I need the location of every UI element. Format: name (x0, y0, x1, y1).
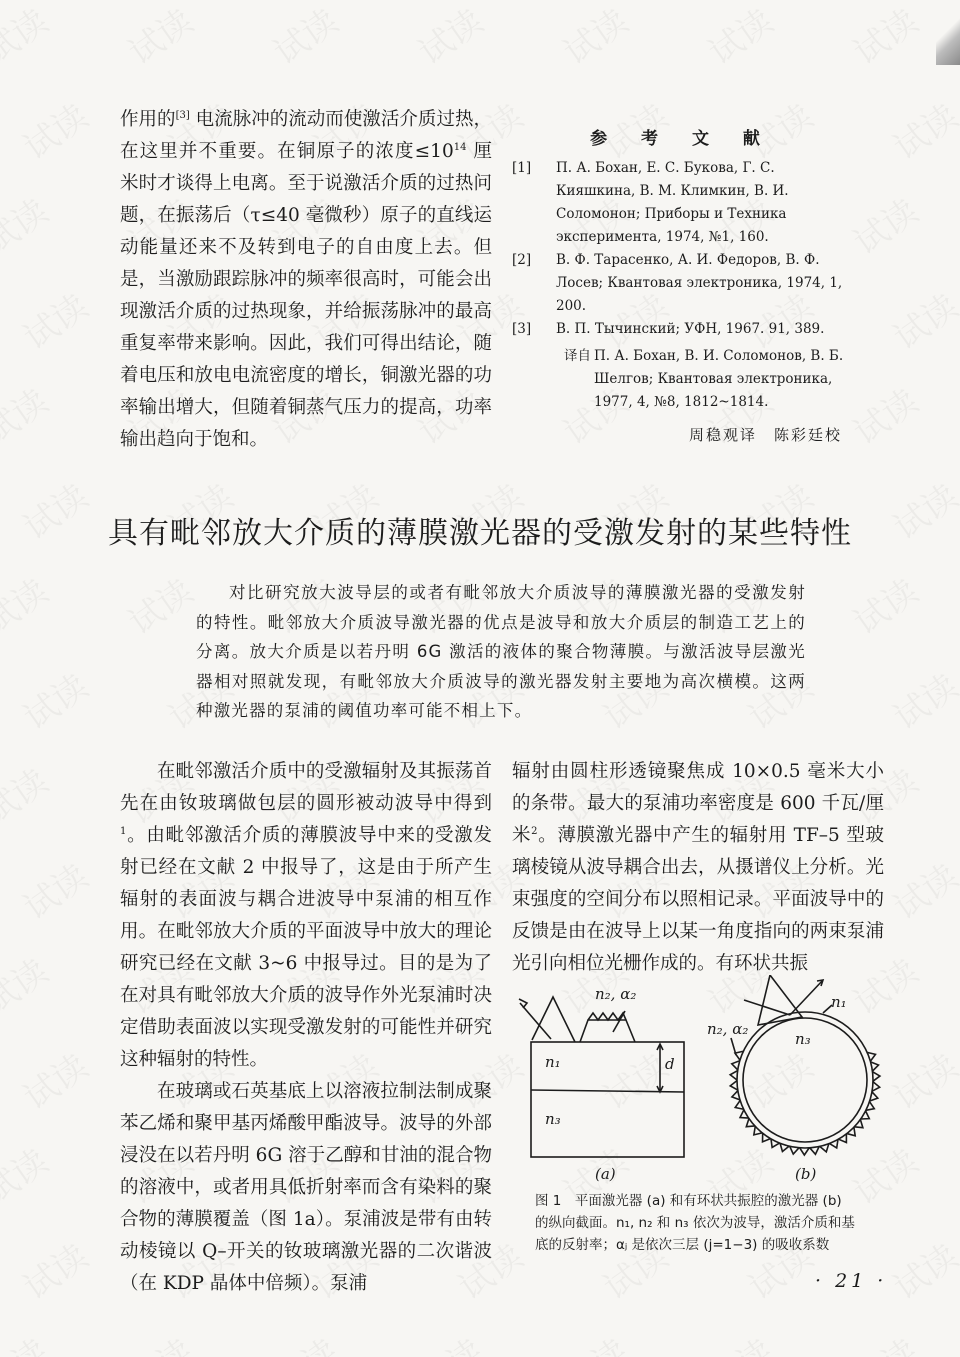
reference-text: В. П. Тычинский; УФН, 1967. 91, 389. (556, 321, 825, 337)
page-number: · 21 · (815, 1270, 888, 1292)
watermark-text (0, 375, 56, 454)
figure-caption (535, 1190, 880, 1256)
watermark-text (552, 0, 636, 74)
translator-credits: 周稳观译 陈彩廷校 (688, 426, 842, 444)
beam-out (744, 1000, 790, 1015)
text-run: 厘米时才谈得上电离。至于说激活介质的过热问题，在振荡后（τ≤40 毫微秒）原子的直线运动能量还来不及转到电子的自由度上去。但是，当激励跟踪脉冲的频率很高时，可能会出现激活介质的过热现象，并给振荡脉冲的最高重复率带来影响。因此，我们可得出结论，随着电压和放电电流密度的增长，铜激光器的功率输出增大，但随着铜蒸气压力的提高，功率输出趋向于饱和。 (120, 141, 492, 450)
watermark-text (842, 185, 926, 264)
article-title: 具有毗邻放大介质的薄膜激光器的受激发射的某些特性 (108, 516, 852, 551)
watermark-text (0, 755, 56, 834)
watermark-text (552, 1325, 636, 1357)
citation-sup: [3] (175, 109, 190, 121)
body-paragraph: 在玻璃或石英基底上以溶液拉制法制成聚苯乙烯和聚甲基丙烯酸甲酯波导。波导的外部浸没在以若丹明 6G 溶于乙醇和甘油的混合物的溶液中，或者用具低折射率而含有染料的聚合物的薄膜覆盖（图 1a）。泵浦波是带有由转动棱镜以 Q–开关的钕玻璃激光器的二次谐波（在 KDP 晶体中倍频）。泵浦 (120, 1081, 492, 1294)
watermark-text (12, 660, 96, 739)
previous-article-conclusion (120, 104, 492, 456)
watermark-text (0, 185, 56, 264)
text-run: 。薄膜激光器中产生的辐射用 TF–5 型玻璃棱镜从波导耦合出去，从摄谱仪上分析。光束强度的空间分布以照相记录。平面波导中的反馈是由在波导上以某一角度指向的两束泵浦光引向相位光栅作成的。有环状共振 (512, 825, 884, 974)
watermark-text (0, 1325, 56, 1357)
symbol-n2-alpha2-a: n₂, α₂ (595, 985, 637, 1003)
translated-from (564, 345, 852, 414)
reference-number: [1] (512, 160, 532, 176)
symbol-n1-b: n₁ (831, 993, 847, 1011)
symbol-n2-alpha2-b: n₂, α₂ (707, 1020, 749, 1038)
panel-a-label: (a) (595, 1165, 616, 1183)
ring-grating-teeth (730, 1051, 880, 1155)
reference-item (512, 157, 852, 249)
reference-text: П. А. Бохан, Е. С. Букова, Г. С. Кияшкина, В. М. Климкин, В. И. Соломонон; Приборы и Техника эксперимента, 1974, №1, 160. (556, 160, 789, 245)
watermark-text (882, 1230, 960, 1309)
coupling-prism (532, 997, 575, 1042)
translated-from-label: 译自 (564, 348, 591, 364)
text-run: 在毗邻激活介质中的受激辐射及其振荡首先在由钕玻璃做包层的圆形被动波导中得到 (120, 761, 492, 814)
symbol-n3-b: n₃ (795, 1030, 811, 1048)
watermark-text (12, 850, 96, 929)
watermark-text (262, 0, 346, 74)
watermark-text (117, 1325, 201, 1357)
watermark-text (882, 90, 960, 169)
abstract (196, 578, 806, 726)
watermark-text (882, 280, 960, 359)
watermark-text (12, 90, 96, 169)
beam-in (790, 980, 823, 1015)
translated-from-source: П. А. Бохан, В. И. Соломонов, В. Б. Шелгов; Квантовая электроника, 1977, 4, №8, 1812~1814. (594, 348, 844, 410)
exponent-sup: 14 (453, 141, 467, 153)
text-run: 辐射由圆柱形透镜聚焦成 10×0.5 毫米大小的条带。最大的泵浦功率密度是 600 千瓦/厘米 (512, 761, 884, 846)
reference-item (512, 318, 852, 341)
watermark-text (0, 565, 56, 644)
watermark-text (117, 0, 201, 74)
citation-sup: 1 (120, 825, 127, 837)
reference-text: В. Ф. Тарасенко, А. И. Федоров, В. Ф. Лосев; Квантовая электроника, 1974, 1, 200. (556, 252, 843, 314)
grating-tooth (847, 1127, 855, 1135)
reference-number: [2] (512, 252, 532, 268)
page-corner-shadow (936, 10, 960, 65)
watermark-text (842, 1325, 926, 1357)
watermark-text (12, 1040, 96, 1119)
watermark-text (842, 565, 926, 644)
caption-line: 图 1 平面激光器 (a) 和有环状共振腔的激光器 (b) (535, 1193, 842, 1209)
body-right-column (512, 756, 884, 980)
active-medium-layer (580, 1020, 635, 1042)
text-run: 电流脉冲的流动而使激活介质过热，在这里并不重要。在铜原子的浓度≤10 (120, 109, 492, 162)
references-title: 参 考 文 献 (590, 129, 774, 149)
watermark-text (407, 0, 491, 74)
watermark-text (262, 1325, 346, 1357)
exponent-sup: 2 (531, 825, 538, 837)
reference-number: [3] (512, 321, 532, 337)
conclusion-paragraph (120, 104, 492, 456)
grating-tooth (754, 1126, 762, 1134)
symbol-n3-a: n₃ (545, 1110, 561, 1128)
grating-tooth (800, 1148, 809, 1155)
watermark-text (0, 1135, 56, 1214)
watermark-text (842, 0, 926, 74)
reference-item (512, 249, 852, 318)
watermark-text (697, 1325, 781, 1357)
body-left-column (120, 756, 492, 1300)
caption-line: 的纵向截面。n₁, n₂ 和 n₃ 依次为波导，激活介质和基 (535, 1215, 855, 1231)
watermark-text (0, 945, 56, 1024)
symbol-n1-a: n₁ (545, 1053, 561, 1071)
watermark-text (882, 660, 960, 739)
body-paragraph (120, 756, 492, 1076)
body-paragraph (512, 756, 884, 980)
symbol-d: d (665, 1055, 675, 1073)
watermark-text (882, 850, 960, 929)
text-run: 。由毗邻激活介质的薄膜波导中来的受激发射已经在文献 2 中报导了，这是由于所产生辐射的表面波与耦合进波导中泵浦的相互作用。在毗邻放大介质的平面波导中放大的理论研究已经在文献 3~6 中报导过。目的是为了在对具有毗邻放大介质的波导作外光泵浦时决定借助表面波以实现受激发射的可能性并研究这种辐射的特性。 (120, 825, 492, 1070)
caption-line: 底的反射率；αⱼ 是依次三层 (j=1−3) 的吸收系数 (535, 1237, 830, 1253)
watermark-text (12, 280, 96, 359)
text-run: 作用的 (120, 109, 176, 130)
references-section (512, 128, 852, 447)
watermark-text (117, 565, 201, 644)
watermark-text (842, 375, 926, 454)
watermark-text (0, 0, 56, 74)
figure-1 (505, 975, 895, 1185)
watermark-text (697, 0, 781, 74)
abstract-text: 对比研究放大波导层的或者有毗邻放大介质波导的薄膜激光器的受激发射的特性。毗邻放大介质波导激光器的优点是波导和放大介质层的制造工艺上的分离。放大介质是以若丹明 6G 激活的液体的聚合物薄膜。与激活波导层激光器相对照就发现，有毗邻放大介质波导的激光器发射主要地为高次横模。这两种激光器的泵浦的阈值功率可能不相上下。 (196, 583, 806, 720)
watermark-text (12, 1230, 96, 1309)
watermark-text (407, 1325, 491, 1357)
panel-b-label: (b) (795, 1165, 817, 1183)
